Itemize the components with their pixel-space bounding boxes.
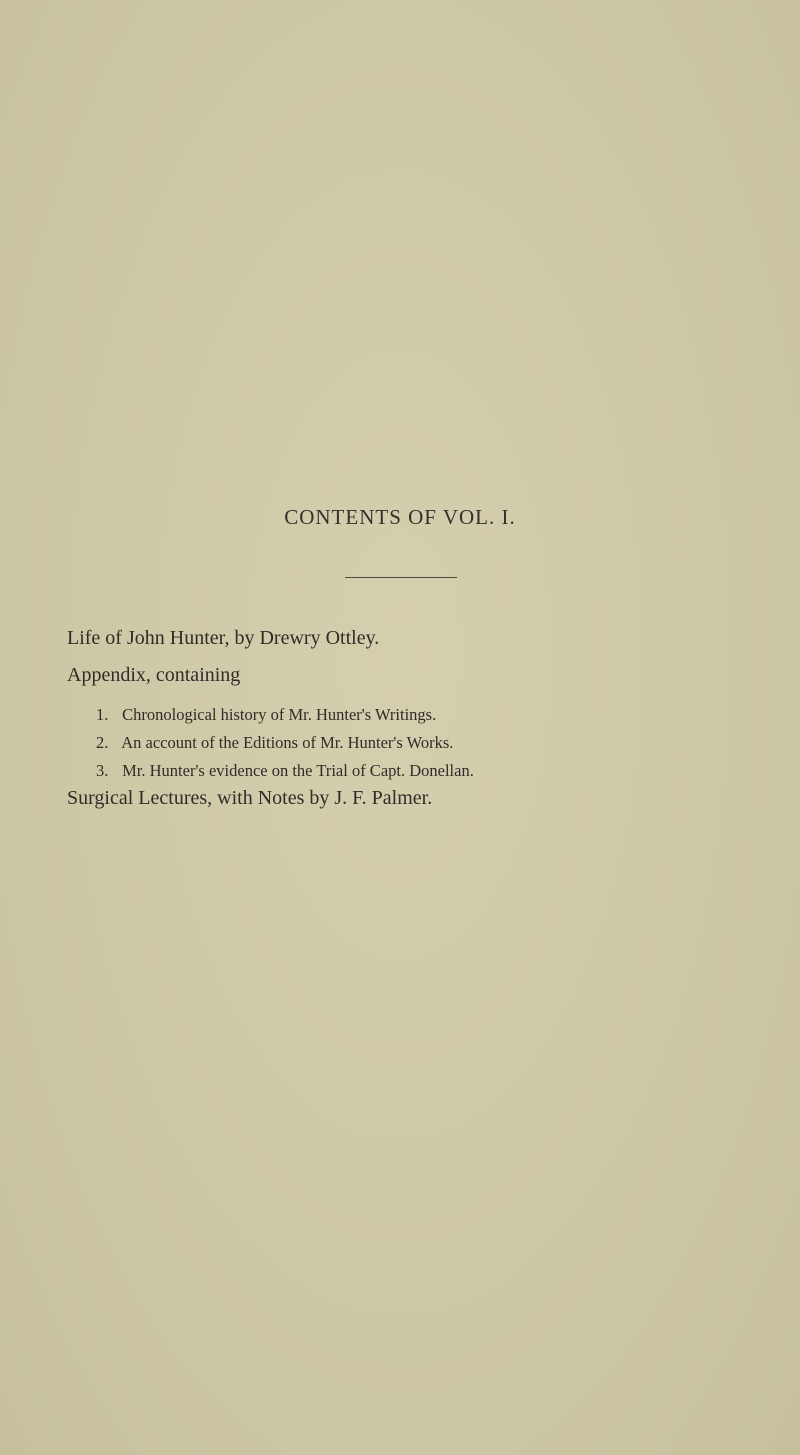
appendix-item-number: 2.: [96, 733, 109, 752]
appendix-item: [96, 759, 474, 787]
contents-heading: CONTENTS OF VOL. I.: [284, 505, 516, 529]
appendix-list: [96, 703, 474, 787]
contents-entry-life: Life of John Hunter, by Drewry Ottley.: [67, 627, 380, 649]
contents-entry-appendix: Appendix, containing: [67, 664, 241, 686]
appendix-item: [96, 731, 474, 759]
appendix-item-text: Chronological history of Mr. Hunter's Writings.: [122, 705, 437, 724]
appendix-item-number: 1.: [96, 705, 109, 724]
appendix-item-number: 3.: [96, 761, 109, 780]
appendix-item-text: Mr. Hunter's evidence on the Trial of Capt. Donellan.: [122, 761, 474, 780]
heading-rule: [345, 577, 457, 578]
appendix-item: [96, 703, 474, 731]
contents-entry-lectures: Surgical Lectures, with Notes by J. F. Palmer.: [67, 787, 433, 809]
appendix-item-text: An account of the Editions of Mr. Hunter's Works.: [121, 733, 454, 752]
